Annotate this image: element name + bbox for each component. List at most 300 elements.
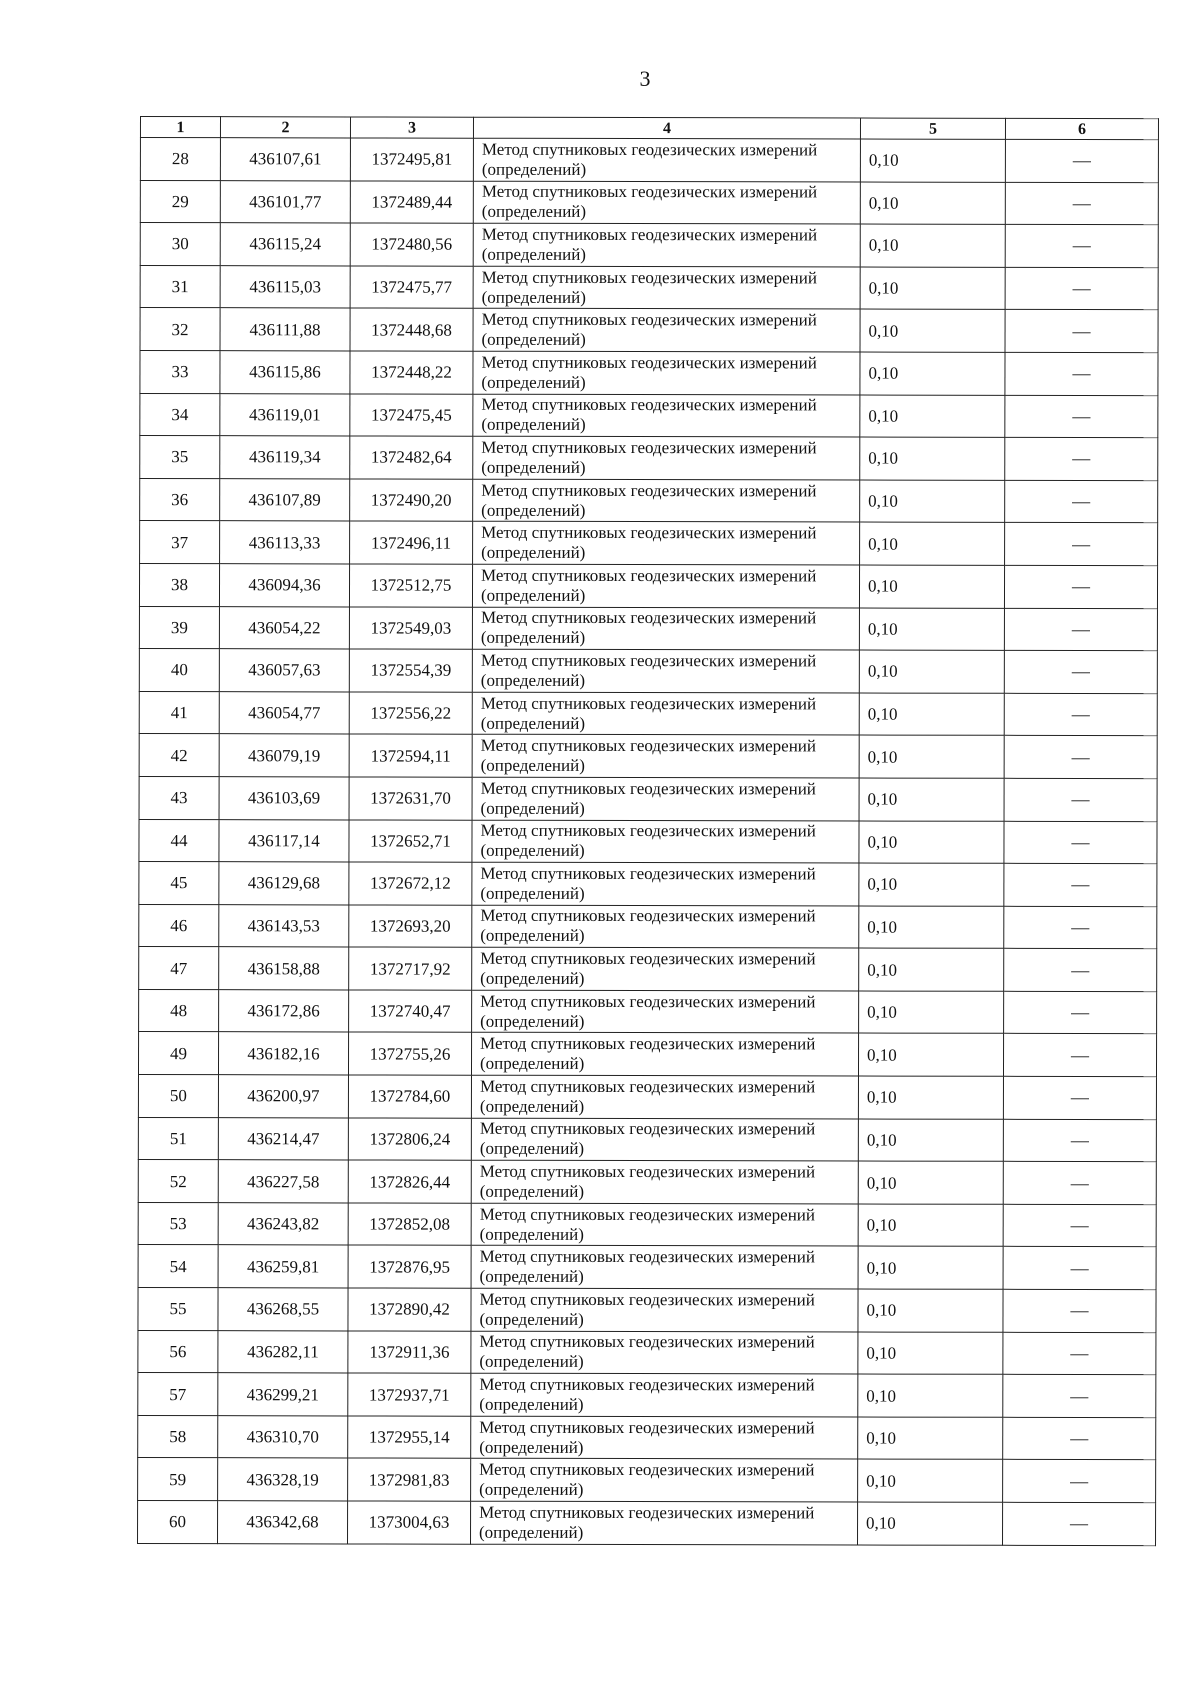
x-coordinate-cell: 436182,16: [218, 1032, 348, 1075]
point-number-cell: 48: [139, 989, 219, 1032]
note-cell: —: [1004, 821, 1157, 864]
x-coordinate-cell: 436200,97: [218, 1075, 348, 1118]
method-line-1: Метод спутниковых геодезических измерений: [481, 182, 818, 202]
method-line-2: (определений): [481, 500, 586, 520]
method-cell: [472, 735, 859, 778]
method-cell: [473, 181, 860, 224]
method-line-1: Метод спутниковых геодезических измерений: [481, 224, 818, 245]
point-number-cell: 41: [139, 691, 219, 734]
note-cell: —: [1004, 650, 1157, 693]
method-line-1: Метод спутниковых геодезических измерений: [481, 309, 817, 330]
accuracy-cell: 0,10: [859, 991, 1004, 1034]
method-line-2: (определений): [479, 1096, 585, 1116]
note-cell: —: [1004, 778, 1157, 821]
y-coordinate-cell: 1372911,36: [348, 1331, 471, 1374]
method-line-2: (определений): [481, 329, 586, 350]
method-cell: [473, 223, 860, 266]
y-coordinate-cell: 1372717,92: [349, 947, 472, 990]
point-number-cell: 58: [138, 1415, 218, 1458]
note-cell: —: [1004, 565, 1157, 608]
table-row: [139, 904, 1157, 949]
y-coordinate-cell: 1372693,20: [349, 905, 472, 948]
table-header: [140, 117, 1158, 140]
point-number-cell: 42: [139, 734, 219, 777]
note-cell: —: [1003, 1076, 1156, 1119]
x-coordinate-cell: 436054,22: [219, 606, 349, 649]
method-cell: [473, 309, 860, 352]
method-line-2: (определений): [481, 287, 586, 307]
accuracy-cell: 0,10: [859, 650, 1004, 693]
note-cell: —: [1004, 736, 1157, 779]
method-line-1: Метод спутниковых геодезических измерений: [479, 1289, 815, 1310]
method-cell: [472, 990, 859, 1033]
accuracy-cell: 0,10: [858, 1332, 1003, 1375]
method-cell: [471, 1459, 858, 1502]
method-line-2: (определений): [479, 1053, 585, 1074]
note-cell: —: [1005, 395, 1158, 438]
point-number-cell: 47: [139, 947, 219, 990]
note-cell: —: [1003, 1289, 1156, 1332]
y-coordinate-cell: 1372755,26: [348, 1032, 471, 1075]
accuracy-cell: 0,10: [858, 1502, 1003, 1545]
method-line-1: Метод спутниковых геодезических измерений: [480, 821, 816, 841]
method-line-2: (определений): [480, 1011, 585, 1031]
method-line-1: Метод спутниковых геодезических измерений: [481, 352, 817, 373]
method-line-1: Метод спутниковых геодезических измерений: [480, 650, 817, 671]
point-number-cell: 33: [140, 350, 220, 393]
header-row: [140, 117, 1158, 140]
y-coordinate-cell: 1372652,71: [349, 819, 472, 862]
x-coordinate-cell: 436299,21: [218, 1373, 348, 1416]
accuracy-cell: 0,10: [859, 608, 1004, 651]
header-col-2: 2: [220, 117, 350, 138]
method-line-1: Метод спутниковых геодезических измерений: [480, 608, 817, 628]
method-cell: [471, 1160, 858, 1203]
table-row: [139, 606, 1157, 651]
table-row: [139, 563, 1157, 608]
method-line-1: Метод спутниковых геодезических измерений: [480, 778, 816, 799]
note-cell: —: [1004, 608, 1157, 651]
table-row: [138, 1373, 1156, 1418]
method-line-2: (определений): [481, 542, 586, 563]
method-cell: [472, 862, 859, 905]
coordinates-table: [137, 116, 1159, 1546]
accuracy-cell: 0,10: [860, 352, 1005, 395]
method-line-2: (определений): [480, 670, 586, 690]
table-row: [138, 1415, 1156, 1460]
method-line-1: Метод спутниковых геодезических измерений: [480, 693, 817, 713]
coordinates-table-wrapper: [137, 116, 1158, 1546]
table-row: [140, 393, 1158, 438]
point-number-cell: 55: [138, 1288, 218, 1331]
table-row: [138, 1075, 1156, 1120]
method-line-1: Метод спутниковых геодезических измерений: [480, 948, 816, 969]
point-number-cell: 28: [140, 138, 220, 181]
method-cell: [473, 436, 860, 479]
accuracy-cell: 0,10: [859, 821, 1004, 864]
x-coordinate-cell: 436119,01: [220, 393, 350, 436]
accuracy-cell: 0,10: [858, 1161, 1003, 1204]
accuracy-cell: 0,10: [858, 1289, 1003, 1332]
method-cell: [471, 1033, 858, 1076]
method-cell: [472, 649, 859, 692]
method-cell: [473, 522, 860, 565]
method-line-2: (определений): [479, 1181, 585, 1201]
x-coordinate-cell: 436107,89: [220, 478, 350, 521]
x-coordinate-cell: 436214,47: [218, 1117, 348, 1160]
y-coordinate-cell: 1372475,77: [350, 266, 473, 309]
note-cell: —: [1003, 1417, 1156, 1460]
method-cell: [471, 1373, 858, 1416]
point-number-cell: 53: [138, 1202, 218, 1245]
y-coordinate-cell: 1373004,63: [348, 1501, 471, 1544]
y-coordinate-cell: 1372981,83: [348, 1458, 471, 1501]
accuracy-cell: 0,10: [859, 948, 1004, 991]
method-cell: [471, 1416, 858, 1459]
accuracy-cell: 0,10: [859, 735, 1004, 778]
header-col-1: 1: [140, 117, 220, 138]
accuracy-cell: 0,10: [860, 267, 1005, 310]
header-col-5: 5: [860, 118, 1005, 139]
accuracy-cell: 0,10: [859, 778, 1004, 821]
header-col-3: 3: [350, 117, 473, 138]
table-row: [139, 691, 1157, 736]
note-cell: —: [1004, 863, 1157, 906]
point-number-cell: 38: [139, 563, 219, 606]
point-number-cell: 39: [139, 606, 219, 649]
accuracy-cell: 0,10: [859, 863, 1004, 906]
note-cell: —: [1003, 1247, 1156, 1290]
x-coordinate-cell: 436227,58: [218, 1160, 348, 1203]
point-number-cell: 32: [140, 308, 220, 351]
y-coordinate-cell: 1372826,44: [348, 1160, 471, 1203]
point-number-cell: 44: [139, 819, 219, 862]
note-cell: —: [1004, 693, 1157, 736]
y-coordinate-cell: 1372955,14: [348, 1416, 471, 1459]
note-cell: —: [1005, 480, 1158, 523]
table-row: [140, 138, 1158, 183]
accuracy-cell: 0,10: [860, 395, 1005, 438]
method-line-2: (определений): [480, 926, 585, 946]
x-coordinate-cell: 436143,53: [219, 904, 349, 947]
method-line-2: (определений): [481, 202, 587, 222]
method-line-1: Метод спутниковых геодезических измерений: [479, 1417, 815, 1438]
method-line-2: (определений): [479, 1309, 584, 1329]
method-line-2: (определений): [480, 628, 586, 648]
method-cell: [472, 607, 859, 650]
method-line-1: Метод спутниковых геодезических измерений: [479, 1076, 816, 1097]
table-row: [140, 308, 1158, 353]
x-coordinate-cell: 436115,24: [220, 223, 350, 266]
method-line-1: Метод спутниковых геодезических измерений: [480, 1033, 816, 1054]
method-line-2: (определений): [479, 1394, 584, 1414]
point-number-cell: 31: [140, 265, 220, 308]
x-coordinate-cell: 436113,33: [220, 521, 350, 564]
x-coordinate-cell: 436172,86: [219, 990, 349, 1033]
method-cell: [472, 777, 859, 820]
method-line-1: Метод спутниковых геодезических измерений: [480, 735, 817, 756]
point-number-cell: 37: [140, 521, 220, 564]
method-cell: [471, 1203, 858, 1246]
method-line-2: (определений): [479, 1352, 584, 1372]
method-line-2: (определений): [480, 713, 586, 733]
method-line-2: (определений): [479, 1139, 585, 1159]
y-coordinate-cell: 1372490,20: [350, 479, 473, 522]
method-line-2: (определений): [480, 755, 585, 776]
accuracy-cell: 0,10: [858, 1119, 1003, 1162]
accuracy-cell: 0,10: [858, 1033, 1003, 1076]
note-cell: —: [1003, 1502, 1156, 1545]
method-cell: [471, 1501, 858, 1544]
point-number-cell: 54: [138, 1245, 218, 1288]
note-cell: —: [1003, 1375, 1156, 1418]
method-line-1: Метод спутниковых геодезических измерений: [479, 1204, 816, 1225]
point-number-cell: 35: [140, 436, 220, 479]
point-number-cell: 30: [140, 223, 220, 266]
method-line-1: Метод спутниковых геодезических измерений: [479, 1246, 815, 1267]
method-line-2: (определений): [481, 457, 586, 477]
table-row: [138, 1202, 1156, 1247]
note-cell: —: [1005, 267, 1158, 310]
note-cell: —: [1003, 1162, 1156, 1205]
point-number-cell: 43: [139, 776, 219, 819]
x-coordinate-cell: 436328,19: [218, 1458, 348, 1501]
note-cell: —: [1005, 352, 1158, 395]
x-coordinate-cell: 436103,69: [219, 777, 349, 820]
method-line-1: Метод спутниковых геодезических измерений: [479, 1332, 815, 1352]
method-line-2: (определений): [479, 1479, 584, 1500]
note-cell: —: [1005, 310, 1158, 353]
point-number-cell: 46: [139, 904, 219, 947]
x-coordinate-cell: 436107,61: [220, 138, 350, 181]
accuracy-cell: 0,10: [860, 437, 1005, 480]
y-coordinate-cell: 1372784,60: [348, 1075, 471, 1118]
note-cell: —: [1005, 437, 1158, 480]
note-cell: —: [1003, 1034, 1156, 1077]
y-coordinate-cell: 1372480,56: [350, 223, 473, 266]
header-col-4: 4: [473, 117, 860, 139]
point-number-cell: 36: [140, 478, 220, 521]
accuracy-cell: 0,10: [858, 1076, 1003, 1119]
x-coordinate-cell: 436342,68: [218, 1501, 348, 1544]
table-row: [139, 947, 1157, 992]
method-cell: [472, 692, 859, 735]
table-row: [140, 265, 1158, 310]
x-coordinate-cell: 436259,81: [218, 1245, 348, 1288]
accuracy-cell: 0,10: [860, 309, 1005, 352]
table-row: [139, 819, 1157, 864]
y-coordinate-cell: 1372489,44: [350, 181, 473, 224]
method-line-1: Метод спутниковых геодезических измерений: [479, 1502, 815, 1523]
method-line-1: Метод спутниковых геодезических измерений: [480, 906, 816, 926]
note-cell: —: [1004, 991, 1157, 1034]
y-coordinate-cell: 1372806,24: [348, 1118, 471, 1161]
y-coordinate-cell: 1372740,47: [349, 990, 472, 1033]
table-row: [139, 862, 1157, 907]
table-row: [139, 649, 1157, 694]
x-coordinate-cell: 436111,88: [220, 308, 350, 351]
x-coordinate-cell: 436057,63: [219, 649, 349, 692]
x-coordinate-cell: 436117,14: [219, 819, 349, 862]
method-cell: [471, 1288, 858, 1331]
y-coordinate-cell: 1372937,71: [348, 1373, 471, 1416]
table-row: [140, 180, 1158, 225]
method-cell: [471, 1246, 858, 1289]
accuracy-cell: 0,10: [860, 224, 1005, 267]
point-number-cell: 34: [140, 393, 220, 436]
point-number-cell: 40: [139, 649, 219, 692]
method-line-2: (определений): [481, 159, 587, 179]
y-coordinate-cell: 1372852,08: [348, 1203, 471, 1246]
table-row: [138, 1117, 1156, 1162]
x-coordinate-cell: 436310,70: [218, 1415, 348, 1458]
accuracy-cell: 0,10: [858, 1417, 1003, 1460]
method-cell: [471, 1331, 858, 1374]
method-line-1: Метод спутниковых геодезических измерений: [481, 565, 817, 586]
point-number-cell: 60: [138, 1500, 218, 1543]
method-line-2: (определений): [479, 1266, 584, 1287]
method-line-2: (определений): [479, 1437, 584, 1457]
x-coordinate-cell: 436101,77: [220, 180, 350, 223]
accuracy-cell: 0,10: [859, 565, 1004, 608]
accuracy-cell: 0,10: [858, 1246, 1003, 1289]
y-coordinate-cell: 1372448,68: [350, 308, 473, 351]
y-coordinate-cell: 1372554,39: [349, 649, 472, 692]
method-line-2: (определений): [480, 968, 585, 989]
x-coordinate-cell: 436243,82: [218, 1203, 348, 1246]
method-cell: [472, 564, 859, 607]
x-coordinate-cell: 436079,19: [219, 734, 349, 777]
method-cell: [473, 138, 860, 181]
table-row: [139, 989, 1157, 1034]
y-coordinate-cell: 1372556,22: [349, 692, 472, 735]
method-line-1: Метод спутниковых геодезических измерений: [481, 437, 817, 458]
accuracy-cell: 0,10: [860, 139, 1005, 182]
method-line-2: (определений): [479, 1224, 584, 1244]
method-cell: [473, 351, 860, 394]
method-cell: [471, 1075, 858, 1118]
x-coordinate-cell: 436094,36: [219, 564, 349, 607]
note-cell: —: [1004, 949, 1157, 992]
y-coordinate-cell: 1372482,64: [350, 436, 473, 479]
x-coordinate-cell: 436115,03: [220, 265, 350, 308]
table-row: [139, 776, 1157, 821]
note-cell: —: [1003, 1332, 1156, 1375]
method-line-2: (определений): [481, 244, 586, 264]
table-row: [140, 478, 1158, 523]
y-coordinate-cell: 1372631,70: [349, 777, 472, 820]
y-coordinate-cell: 1372890,42: [348, 1288, 471, 1331]
method-cell: [471, 1118, 858, 1161]
note-cell: —: [1005, 523, 1158, 566]
note-cell: —: [1005, 224, 1158, 267]
y-coordinate-cell: 1372672,12: [349, 862, 472, 905]
accuracy-cell: 0,10: [860, 480, 1005, 523]
method-cell: [473, 479, 860, 522]
y-coordinate-cell: 1372496,11: [350, 521, 473, 564]
method-line-2: (определений): [481, 415, 586, 435]
x-coordinate-cell: 436158,88: [219, 947, 349, 990]
y-coordinate-cell: 1372876,95: [348, 1245, 471, 1288]
point-number-cell: 57: [138, 1373, 218, 1416]
method-cell: [473, 266, 860, 309]
point-number-cell: 29: [140, 180, 220, 223]
method-line-2: (определений): [479, 1522, 584, 1542]
method-line-1: Метод спутниковых геодезических измерений: [480, 991, 816, 1012]
method-line-1: Метод спутниковых геодезических измерений: [481, 139, 818, 160]
table-row: [140, 436, 1158, 481]
method-line-1: Метод спутниковых геодезических измерений: [481, 480, 817, 500]
note-cell: —: [1003, 1460, 1156, 1503]
table-row: [138, 1160, 1156, 1205]
x-coordinate-cell: 436115,86: [220, 351, 350, 394]
note-cell: —: [1003, 1204, 1156, 1247]
x-coordinate-cell: 436282,11: [218, 1330, 348, 1373]
table-row: [138, 1288, 1156, 1333]
method-line-1: Метод спутниковых геодезических измерений: [479, 1374, 815, 1395]
table-body: [138, 138, 1159, 1546]
method-line-2: (определений): [480, 841, 585, 861]
table-row: [140, 223, 1158, 268]
header-col-6: 6: [1005, 118, 1158, 139]
table-row: [139, 734, 1157, 779]
x-coordinate-cell: 436119,34: [220, 436, 350, 479]
table-row: [138, 1032, 1156, 1077]
method-line-1: Метод спутниковых геодезических измерений: [481, 395, 817, 415]
method-cell: [472, 905, 859, 948]
accuracy-cell: 0,10: [858, 1374, 1003, 1417]
method-line-2: (определений): [480, 585, 586, 605]
y-coordinate-cell: 1372512,75: [349, 564, 472, 607]
y-coordinate-cell: 1372448,22: [350, 351, 473, 394]
table-row: [140, 521, 1158, 566]
point-number-cell: 50: [138, 1075, 218, 1118]
method-line-1: Метод спутниковых геодезических измерений: [480, 863, 816, 884]
method-line-2: (определений): [480, 798, 585, 818]
method-cell: [472, 820, 859, 863]
method-cell: [473, 394, 860, 437]
method-line-2: (определений): [481, 372, 586, 392]
point-number-cell: 52: [138, 1160, 218, 1203]
method-line-2: (определений): [480, 883, 585, 903]
note-cell: —: [1005, 182, 1158, 225]
method-cell: [472, 947, 859, 990]
method-line-1: Метод спутниковых геодезических измерений: [479, 1119, 816, 1139]
point-number-cell: 49: [138, 1032, 218, 1075]
method-line-1: Метод спутниковых геодезических измерений: [479, 1459, 815, 1480]
table-row: [138, 1245, 1156, 1290]
note-cell: —: [1004, 906, 1157, 949]
y-coordinate-cell: 1372475,45: [350, 394, 473, 437]
accuracy-cell: 0,10: [860, 522, 1005, 565]
table-row: [138, 1500, 1156, 1545]
method-line-1: Метод спутниковых геодезических измерений: [481, 267, 818, 287]
table-row: [138, 1458, 1156, 1503]
y-coordinate-cell: 1372549,03: [349, 606, 472, 649]
method-line-1: Метод спутниковых геодезических измерений: [481, 522, 817, 543]
point-number-cell: 45: [139, 862, 219, 905]
x-coordinate-cell: 436268,55: [218, 1288, 348, 1331]
x-coordinate-cell: 436129,68: [219, 862, 349, 905]
accuracy-cell: 0,10: [858, 1204, 1003, 1247]
y-coordinate-cell: 1372594,11: [349, 734, 472, 777]
accuracy-cell: 0,10: [859, 906, 1004, 949]
accuracy-cell: 0,10: [858, 1459, 1003, 1502]
page-number: 3: [639, 66, 651, 91]
x-coordinate-cell: 436054,77: [219, 691, 349, 734]
point-number-cell: 56: [138, 1330, 218, 1373]
point-number-cell: 51: [138, 1117, 218, 1160]
